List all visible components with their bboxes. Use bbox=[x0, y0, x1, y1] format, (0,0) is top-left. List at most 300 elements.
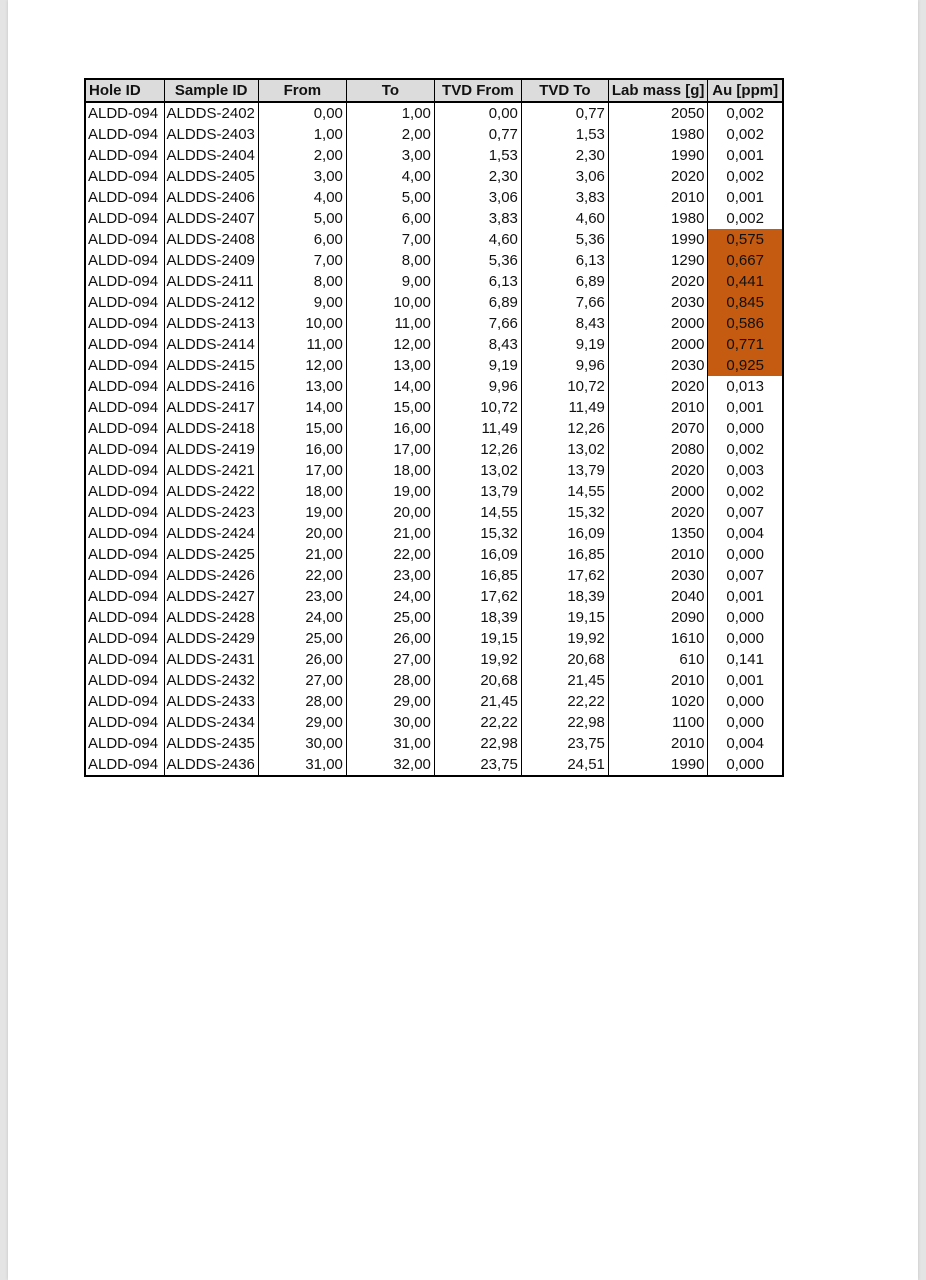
hole-id-cell: ALDD-094 bbox=[85, 271, 164, 292]
tvd-from-cell: 5,36 bbox=[434, 250, 521, 271]
tvd-from-cell: 11,49 bbox=[434, 418, 521, 439]
to-cell: 1,00 bbox=[346, 102, 434, 124]
from-cell: 13,00 bbox=[258, 376, 346, 397]
hole-id-cell: ALDD-094 bbox=[85, 481, 164, 502]
from-cell: 22,00 bbox=[258, 565, 346, 586]
hole-id-cell: ALDD-094 bbox=[85, 208, 164, 229]
sample-id-cell: ALDDS-2413 bbox=[164, 313, 258, 334]
lab-mass-cell: 2040 bbox=[608, 586, 708, 607]
header-to: To bbox=[346, 79, 434, 102]
lab-mass-cell: 1100 bbox=[608, 712, 708, 733]
from-cell: 31,00 bbox=[258, 754, 346, 776]
hole-id-cell: ALDD-094 bbox=[85, 229, 164, 250]
tvd-to-cell: 24,51 bbox=[521, 754, 608, 776]
lab-mass-cell: 2090 bbox=[608, 607, 708, 628]
from-cell: 25,00 bbox=[258, 628, 346, 649]
au-ppm-cell: 0,000 bbox=[708, 607, 783, 628]
to-cell: 31,00 bbox=[346, 733, 434, 754]
to-cell: 30,00 bbox=[346, 712, 434, 733]
lab-mass-cell: 2010 bbox=[608, 397, 708, 418]
to-cell: 3,00 bbox=[346, 145, 434, 166]
to-cell: 2,00 bbox=[346, 124, 434, 145]
au-ppm-cell: 0,003 bbox=[708, 460, 783, 481]
tvd-to-cell: 16,85 bbox=[521, 544, 608, 565]
lab-mass-cell: 2030 bbox=[608, 355, 708, 376]
table-row bbox=[85, 124, 783, 145]
table-row bbox=[85, 102, 783, 124]
to-cell: 10,00 bbox=[346, 292, 434, 313]
lab-mass-cell: 610 bbox=[608, 649, 708, 670]
hole-id-cell: ALDD-094 bbox=[85, 712, 164, 733]
sample-id-cell: ALDDS-2419 bbox=[164, 439, 258, 460]
hole-id-cell: ALDD-094 bbox=[85, 586, 164, 607]
sample-id-cell: ALDDS-2427 bbox=[164, 586, 258, 607]
header-tvd-to: TVD To bbox=[521, 79, 608, 102]
sample-id-cell: ALDDS-2428 bbox=[164, 607, 258, 628]
au-ppm-cell: 0,002 bbox=[708, 124, 783, 145]
from-cell: 18,00 bbox=[258, 481, 346, 502]
to-cell: 23,00 bbox=[346, 565, 434, 586]
tvd-to-cell: 6,89 bbox=[521, 271, 608, 292]
lab-mass-cell: 1020 bbox=[608, 691, 708, 712]
tvd-from-cell: 3,06 bbox=[434, 187, 521, 208]
header-sample-id: Sample ID bbox=[164, 79, 258, 102]
tvd-to-cell: 6,13 bbox=[521, 250, 608, 271]
tvd-to-cell: 21,45 bbox=[521, 670, 608, 691]
from-cell: 24,00 bbox=[258, 607, 346, 628]
au-ppm-cell: 0,007 bbox=[708, 502, 783, 523]
tvd-from-cell: 13,79 bbox=[434, 481, 521, 502]
sample-id-cell: ALDDS-2405 bbox=[164, 166, 258, 187]
table-row bbox=[85, 544, 783, 565]
table-row bbox=[85, 481, 783, 502]
lab-mass-cell: 2000 bbox=[608, 481, 708, 502]
header-hole-id: Hole ID bbox=[85, 79, 164, 102]
document-page bbox=[8, 0, 918, 1280]
tvd-from-cell: 23,75 bbox=[434, 754, 521, 776]
from-cell: 3,00 bbox=[258, 166, 346, 187]
sample-id-cell: ALDDS-2409 bbox=[164, 250, 258, 271]
to-cell: 4,00 bbox=[346, 166, 434, 187]
tvd-from-cell: 9,19 bbox=[434, 355, 521, 376]
hole-id-cell: ALDD-094 bbox=[85, 544, 164, 565]
from-cell: 15,00 bbox=[258, 418, 346, 439]
tvd-from-cell: 19,92 bbox=[434, 649, 521, 670]
hole-id-cell: ALDD-094 bbox=[85, 124, 164, 145]
assay-table bbox=[84, 78, 784, 777]
lab-mass-cell: 2020 bbox=[608, 376, 708, 397]
table-row bbox=[85, 145, 783, 166]
au-ppm-cell: 0,667 bbox=[708, 250, 783, 271]
tvd-to-cell: 1,53 bbox=[521, 124, 608, 145]
table-row bbox=[85, 313, 783, 334]
to-cell: 20,00 bbox=[346, 502, 434, 523]
to-cell: 21,00 bbox=[346, 523, 434, 544]
to-cell: 17,00 bbox=[346, 439, 434, 460]
sample-id-cell: ALDDS-2402 bbox=[164, 102, 258, 124]
tvd-from-cell: 14,55 bbox=[434, 502, 521, 523]
hole-id-cell: ALDD-094 bbox=[85, 145, 164, 166]
to-cell: 26,00 bbox=[346, 628, 434, 649]
table-row bbox=[85, 208, 783, 229]
to-cell: 24,00 bbox=[346, 586, 434, 607]
sample-id-cell: ALDDS-2411 bbox=[164, 271, 258, 292]
tvd-to-cell: 19,92 bbox=[521, 628, 608, 649]
table-row bbox=[85, 271, 783, 292]
lab-mass-cell: 1980 bbox=[608, 124, 708, 145]
to-cell: 12,00 bbox=[346, 334, 434, 355]
sample-id-cell: ALDDS-2404 bbox=[164, 145, 258, 166]
au-ppm-cell: 0,004 bbox=[708, 733, 783, 754]
table-row bbox=[85, 250, 783, 271]
tvd-to-cell: 9,96 bbox=[521, 355, 608, 376]
tvd-from-cell: 9,96 bbox=[434, 376, 521, 397]
lab-mass-cell: 2080 bbox=[608, 439, 708, 460]
lab-mass-cell: 2010 bbox=[608, 187, 708, 208]
sample-id-cell: ALDDS-2424 bbox=[164, 523, 258, 544]
table-row bbox=[85, 334, 783, 355]
to-cell: 6,00 bbox=[346, 208, 434, 229]
hole-id-cell: ALDD-094 bbox=[85, 418, 164, 439]
tvd-from-cell: 7,66 bbox=[434, 313, 521, 334]
tvd-to-cell: 15,32 bbox=[521, 502, 608, 523]
tvd-to-cell: 16,09 bbox=[521, 523, 608, 544]
from-cell: 16,00 bbox=[258, 439, 346, 460]
sample-id-cell: ALDDS-2421 bbox=[164, 460, 258, 481]
au-ppm-cell: 0,925 bbox=[708, 355, 783, 376]
tvd-to-cell: 20,68 bbox=[521, 649, 608, 670]
to-cell: 16,00 bbox=[346, 418, 434, 439]
to-cell: 8,00 bbox=[346, 250, 434, 271]
au-ppm-cell: 0,007 bbox=[708, 565, 783, 586]
tvd-from-cell: 2,30 bbox=[434, 166, 521, 187]
au-ppm-cell: 0,002 bbox=[708, 166, 783, 187]
table-row bbox=[85, 733, 783, 754]
hole-id-cell: ALDD-094 bbox=[85, 292, 164, 313]
tvd-to-cell: 13,02 bbox=[521, 439, 608, 460]
to-cell: 15,00 bbox=[346, 397, 434, 418]
hole-id-cell: ALDD-094 bbox=[85, 439, 164, 460]
tvd-from-cell: 8,43 bbox=[434, 334, 521, 355]
table-row bbox=[85, 670, 783, 691]
tvd-from-cell: 4,60 bbox=[434, 229, 521, 250]
au-ppm-cell: 0,002 bbox=[708, 208, 783, 229]
table-row bbox=[85, 166, 783, 187]
sample-id-cell: ALDDS-2415 bbox=[164, 355, 258, 376]
tvd-from-cell: 12,26 bbox=[434, 439, 521, 460]
table-row bbox=[85, 691, 783, 712]
hole-id-cell: ALDD-094 bbox=[85, 397, 164, 418]
tvd-to-cell: 3,83 bbox=[521, 187, 608, 208]
sample-id-cell: ALDDS-2417 bbox=[164, 397, 258, 418]
to-cell: 14,00 bbox=[346, 376, 434, 397]
tvd-from-cell: 17,62 bbox=[434, 586, 521, 607]
lab-mass-cell: 2030 bbox=[608, 292, 708, 313]
header-from: From bbox=[258, 79, 346, 102]
hole-id-cell: ALDD-094 bbox=[85, 733, 164, 754]
from-cell: 19,00 bbox=[258, 502, 346, 523]
tvd-to-cell: 3,06 bbox=[521, 166, 608, 187]
tvd-from-cell: 16,09 bbox=[434, 544, 521, 565]
from-cell: 20,00 bbox=[258, 523, 346, 544]
tvd-from-cell: 20,68 bbox=[434, 670, 521, 691]
from-cell: 26,00 bbox=[258, 649, 346, 670]
sample-id-cell: ALDDS-2406 bbox=[164, 187, 258, 208]
from-cell: 27,00 bbox=[258, 670, 346, 691]
from-cell: 6,00 bbox=[258, 229, 346, 250]
tvd-from-cell: 16,85 bbox=[434, 565, 521, 586]
hole-id-cell: ALDD-094 bbox=[85, 250, 164, 271]
hole-id-cell: ALDD-094 bbox=[85, 670, 164, 691]
lab-mass-cell: 2030 bbox=[608, 565, 708, 586]
hole-id-cell: ALDD-094 bbox=[85, 187, 164, 208]
to-cell: 22,00 bbox=[346, 544, 434, 565]
lab-mass-cell: 2020 bbox=[608, 502, 708, 523]
table-row bbox=[85, 712, 783, 733]
sample-id-cell: ALDDS-2418 bbox=[164, 418, 258, 439]
au-ppm-cell: 0,845 bbox=[708, 292, 783, 313]
header-row bbox=[85, 79, 783, 102]
to-cell: 7,00 bbox=[346, 229, 434, 250]
to-cell: 28,00 bbox=[346, 670, 434, 691]
from-cell: 30,00 bbox=[258, 733, 346, 754]
tvd-to-cell: 22,98 bbox=[521, 712, 608, 733]
tvd-to-cell: 4,60 bbox=[521, 208, 608, 229]
from-cell: 21,00 bbox=[258, 544, 346, 565]
au-ppm-cell: 0,002 bbox=[708, 102, 783, 124]
from-cell: 7,00 bbox=[258, 250, 346, 271]
tvd-to-cell: 12,26 bbox=[521, 418, 608, 439]
lab-mass-cell: 1610 bbox=[608, 628, 708, 649]
to-cell: 19,00 bbox=[346, 481, 434, 502]
sample-id-cell: ALDDS-2414 bbox=[164, 334, 258, 355]
table-body bbox=[85, 102, 783, 776]
table-row bbox=[85, 607, 783, 628]
hole-id-cell: ALDD-094 bbox=[85, 628, 164, 649]
sample-id-cell: ALDDS-2407 bbox=[164, 208, 258, 229]
tvd-from-cell: 13,02 bbox=[434, 460, 521, 481]
tvd-to-cell: 13,79 bbox=[521, 460, 608, 481]
au-ppm-cell: 0,013 bbox=[708, 376, 783, 397]
to-cell: 11,00 bbox=[346, 313, 434, 334]
from-cell: 1,00 bbox=[258, 124, 346, 145]
au-ppm-cell: 0,001 bbox=[708, 586, 783, 607]
tvd-from-cell: 0,00 bbox=[434, 102, 521, 124]
from-cell: 10,00 bbox=[258, 313, 346, 334]
lab-mass-cell: 2020 bbox=[608, 460, 708, 481]
au-ppm-cell: 0,002 bbox=[708, 481, 783, 502]
au-ppm-cell: 0,441 bbox=[708, 271, 783, 292]
tvd-from-cell: 0,77 bbox=[434, 124, 521, 145]
lab-mass-cell: 2010 bbox=[608, 544, 708, 565]
tvd-to-cell: 8,43 bbox=[521, 313, 608, 334]
table-row bbox=[85, 376, 783, 397]
au-ppm-cell: 0,000 bbox=[708, 544, 783, 565]
header-lab-mass: Lab mass [g] bbox=[608, 79, 708, 102]
hole-id-cell: ALDD-094 bbox=[85, 691, 164, 712]
lab-mass-cell: 1990 bbox=[608, 754, 708, 776]
sample-id-cell: ALDDS-2426 bbox=[164, 565, 258, 586]
from-cell: 11,00 bbox=[258, 334, 346, 355]
tvd-from-cell: 1,53 bbox=[434, 145, 521, 166]
table-row bbox=[85, 439, 783, 460]
lab-mass-cell: 2020 bbox=[608, 271, 708, 292]
from-cell: 12,00 bbox=[258, 355, 346, 376]
sample-id-cell: ALDDS-2416 bbox=[164, 376, 258, 397]
table-row bbox=[85, 397, 783, 418]
lab-mass-cell: 1980 bbox=[608, 208, 708, 229]
table-row bbox=[85, 229, 783, 250]
sample-id-cell: ALDDS-2434 bbox=[164, 712, 258, 733]
header-au-ppm: Au [ppm] bbox=[708, 79, 783, 102]
from-cell: 2,00 bbox=[258, 145, 346, 166]
table-row bbox=[85, 460, 783, 481]
tvd-from-cell: 15,32 bbox=[434, 523, 521, 544]
to-cell: 9,00 bbox=[346, 271, 434, 292]
from-cell: 9,00 bbox=[258, 292, 346, 313]
tvd-to-cell: 5,36 bbox=[521, 229, 608, 250]
lab-mass-cell: 1990 bbox=[608, 229, 708, 250]
hole-id-cell: ALDD-094 bbox=[85, 355, 164, 376]
table-row bbox=[85, 649, 783, 670]
au-ppm-cell: 0,001 bbox=[708, 670, 783, 691]
au-ppm-cell: 0,001 bbox=[708, 187, 783, 208]
au-ppm-cell: 0,000 bbox=[708, 691, 783, 712]
table-row bbox=[85, 523, 783, 544]
from-cell: 8,00 bbox=[258, 271, 346, 292]
sample-id-cell: ALDDS-2412 bbox=[164, 292, 258, 313]
from-cell: 14,00 bbox=[258, 397, 346, 418]
from-cell: 17,00 bbox=[258, 460, 346, 481]
au-ppm-cell: 0,000 bbox=[708, 418, 783, 439]
sample-id-cell: ALDDS-2435 bbox=[164, 733, 258, 754]
hole-id-cell: ALDD-094 bbox=[85, 102, 164, 124]
tvd-from-cell: 6,89 bbox=[434, 292, 521, 313]
tvd-to-cell: 10,72 bbox=[521, 376, 608, 397]
from-cell: 28,00 bbox=[258, 691, 346, 712]
to-cell: 5,00 bbox=[346, 187, 434, 208]
sample-id-cell: ALDDS-2431 bbox=[164, 649, 258, 670]
au-ppm-cell: 0,771 bbox=[708, 334, 783, 355]
to-cell: 29,00 bbox=[346, 691, 434, 712]
sample-id-cell: ALDDS-2432 bbox=[164, 670, 258, 691]
au-ppm-cell: 0,575 bbox=[708, 229, 783, 250]
sample-id-cell: ALDDS-2425 bbox=[164, 544, 258, 565]
hole-id-cell: ALDD-094 bbox=[85, 502, 164, 523]
table-row bbox=[85, 187, 783, 208]
table-row bbox=[85, 355, 783, 376]
tvd-from-cell: 22,22 bbox=[434, 712, 521, 733]
header-tvd-from: TVD From bbox=[434, 79, 521, 102]
hole-id-cell: ALDD-094 bbox=[85, 313, 164, 334]
lab-mass-cell: 2020 bbox=[608, 166, 708, 187]
hole-id-cell: ALDD-094 bbox=[85, 460, 164, 481]
au-ppm-cell: 0,000 bbox=[708, 712, 783, 733]
sample-id-cell: ALDDS-2422 bbox=[164, 481, 258, 502]
hole-id-cell: ALDD-094 bbox=[85, 607, 164, 628]
sample-id-cell: ALDDS-2436 bbox=[164, 754, 258, 776]
from-cell: 0,00 bbox=[258, 102, 346, 124]
tvd-from-cell: 18,39 bbox=[434, 607, 521, 628]
table-row bbox=[85, 502, 783, 523]
hole-id-cell: ALDD-094 bbox=[85, 565, 164, 586]
hole-id-cell: ALDD-094 bbox=[85, 523, 164, 544]
tvd-to-cell: 23,75 bbox=[521, 733, 608, 754]
au-ppm-cell: 0,001 bbox=[708, 397, 783, 418]
tvd-to-cell: 0,77 bbox=[521, 102, 608, 124]
sample-id-cell: ALDDS-2423 bbox=[164, 502, 258, 523]
lab-mass-cell: 2050 bbox=[608, 102, 708, 124]
tvd-to-cell: 2,30 bbox=[521, 145, 608, 166]
au-ppm-cell: 0,001 bbox=[708, 145, 783, 166]
to-cell: 25,00 bbox=[346, 607, 434, 628]
hole-id-cell: ALDD-094 bbox=[85, 649, 164, 670]
to-cell: 27,00 bbox=[346, 649, 434, 670]
au-ppm-cell: 0,586 bbox=[708, 313, 783, 334]
lab-mass-cell: 2000 bbox=[608, 313, 708, 334]
lab-mass-cell: 2010 bbox=[608, 733, 708, 754]
lab-mass-cell: 1990 bbox=[608, 145, 708, 166]
tvd-to-cell: 19,15 bbox=[521, 607, 608, 628]
tvd-to-cell: 22,22 bbox=[521, 691, 608, 712]
tvd-to-cell: 9,19 bbox=[521, 334, 608, 355]
sample-id-cell: ALDDS-2408 bbox=[164, 229, 258, 250]
to-cell: 18,00 bbox=[346, 460, 434, 481]
table-row bbox=[85, 418, 783, 439]
tvd-from-cell: 3,83 bbox=[434, 208, 521, 229]
table-row bbox=[85, 628, 783, 649]
sample-id-cell: ALDDS-2433 bbox=[164, 691, 258, 712]
hole-id-cell: ALDD-094 bbox=[85, 376, 164, 397]
from-cell: 5,00 bbox=[258, 208, 346, 229]
to-cell: 32,00 bbox=[346, 754, 434, 776]
sample-id-cell: ALDDS-2403 bbox=[164, 124, 258, 145]
tvd-to-cell: 18,39 bbox=[521, 586, 608, 607]
sample-id-cell: ALDDS-2429 bbox=[164, 628, 258, 649]
tvd-from-cell: 19,15 bbox=[434, 628, 521, 649]
from-cell: 23,00 bbox=[258, 586, 346, 607]
au-ppm-cell: 0,004 bbox=[708, 523, 783, 544]
hole-id-cell: ALDD-094 bbox=[85, 334, 164, 355]
tvd-from-cell: 21,45 bbox=[434, 691, 521, 712]
table-row bbox=[85, 565, 783, 586]
lab-mass-cell: 1290 bbox=[608, 250, 708, 271]
from-cell: 4,00 bbox=[258, 187, 346, 208]
au-ppm-cell: 0,141 bbox=[708, 649, 783, 670]
au-ppm-cell: 0,000 bbox=[708, 628, 783, 649]
table-row bbox=[85, 586, 783, 607]
lab-mass-cell: 1350 bbox=[608, 523, 708, 544]
tvd-from-cell: 22,98 bbox=[434, 733, 521, 754]
lab-mass-cell: 2000 bbox=[608, 334, 708, 355]
au-ppm-cell: 0,002 bbox=[708, 439, 783, 460]
tvd-to-cell: 11,49 bbox=[521, 397, 608, 418]
lab-mass-cell: 2010 bbox=[608, 670, 708, 691]
tvd-from-cell: 10,72 bbox=[434, 397, 521, 418]
table-row bbox=[85, 292, 783, 313]
to-cell: 13,00 bbox=[346, 355, 434, 376]
tvd-from-cell: 6,13 bbox=[434, 271, 521, 292]
lab-mass-cell: 2070 bbox=[608, 418, 708, 439]
tvd-to-cell: 17,62 bbox=[521, 565, 608, 586]
from-cell: 29,00 bbox=[258, 712, 346, 733]
au-ppm-cell: 0,000 bbox=[708, 754, 783, 776]
tvd-to-cell: 7,66 bbox=[521, 292, 608, 313]
hole-id-cell: ALDD-094 bbox=[85, 754, 164, 776]
hole-id-cell: ALDD-094 bbox=[85, 166, 164, 187]
table-row bbox=[85, 754, 783, 776]
tvd-to-cell: 14,55 bbox=[521, 481, 608, 502]
